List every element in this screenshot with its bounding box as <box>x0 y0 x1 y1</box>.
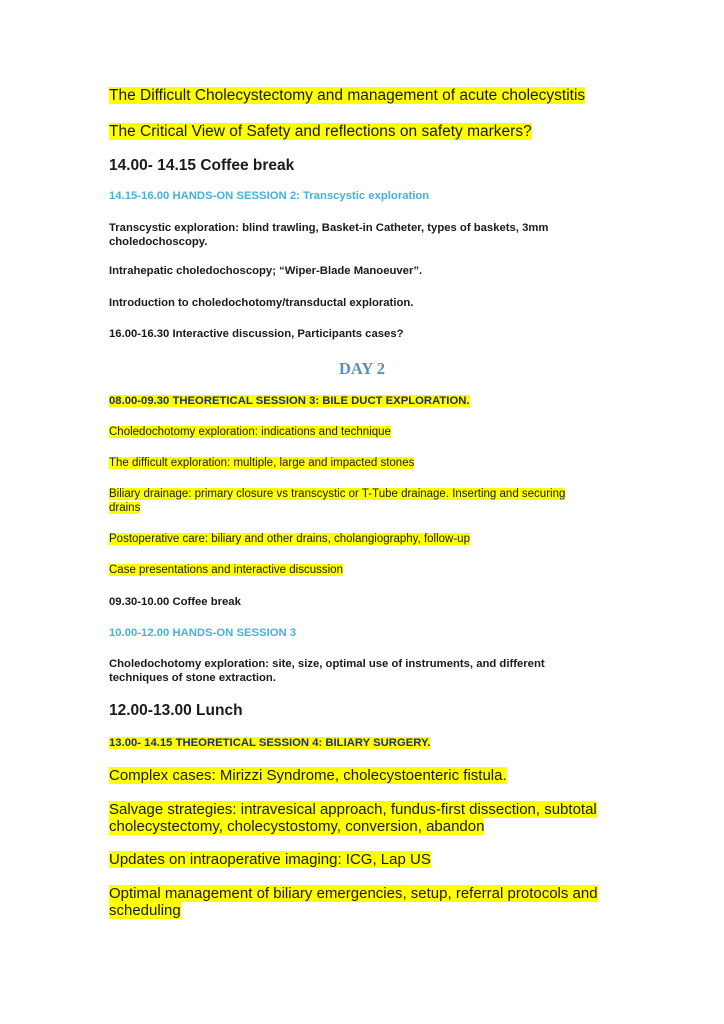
session3-item-postoperative: Postoperative care: biliary and other drains, cholangiography, follow-up <box>109 533 470 545</box>
hands-on-session-3-heading: 10.00-12.00 HANDS-ON SESSION 3 <box>109 627 297 639</box>
theoretical-session-4-heading: 13.00- 14.15 THEORETICAL SESSION 4: BILIARY SURGERY. <box>109 737 431 749</box>
transcystic-item-line2: choledochoscopy. <box>109 236 208 248</box>
topic-critical-view-of-safety: The Critical View of Safety and reflections on safety markers? <box>109 123 532 140</box>
choledochotomy-item-line2: techniques of stone extraction. <box>109 672 276 684</box>
session4-item-complex-cases: Complex cases: Mirizzi Syndrome, cholecystoenteric fistula. <box>109 767 507 784</box>
transcystic-item-line1: Transcystic exploration: blind trawling, Basket-in Catheter, types of baskets, 3mm <box>109 222 549 234</box>
session4-item-emergencies-line1: Optimal management of biliary emergencies, setup, referral protocols and <box>109 885 598 902</box>
hands-on-session-2-heading: 14.15-16.00 HANDS-ON SESSION 2: Transcystic exploration <box>109 190 430 202</box>
day-2-heading: DAY 2 <box>339 359 385 378</box>
lunch-break: 12.00-13.00 Lunch <box>109 702 243 719</box>
intrahepatic-item: Intrahepatic choledochoscopy; “Wiper-Blade Manoeuver”. <box>109 265 423 277</box>
session3-item-case-presentations: Case presentations and interactive discussion <box>109 564 343 576</box>
choledochotomy-intro-item: Introduction to choledochotomy/transductal exploration. <box>109 297 414 309</box>
choledochotomy-item-line1: Choledochotomy exploration: site, size, optimal use of instruments, and different <box>109 658 545 670</box>
session4-item-imaging: Updates on intraoperative imaging: ICG, Lap US <box>109 851 431 868</box>
theoretical-session-3-heading: 08.00-09.30 THEORETICAL SESSION 3: BILE DUCT EXPLORATION. <box>109 395 470 407</box>
session3-item-difficult-exploration: The difficult exploration: multiple, large and impacted stones <box>109 457 415 469</box>
coffee-break-1: 14.00- 14.15 Coffee break <box>109 157 295 174</box>
session3-item-drainage-line2: drains <box>109 502 141 514</box>
session3-item-drainage-line1: Biliary drainage: primary closure vs transcystic or T-Tube drainage. Inserting and securing <box>109 488 566 500</box>
session4-item-emergencies-line2: scheduling <box>109 902 181 919</box>
interactive-discussion-item: 16.00-16.30 Interactive discussion, Participants cases? <box>109 328 404 340</box>
session4-item-salvage-line1: Salvage strategies: intravesical approach, fundus-first dissection, subtotal <box>109 801 597 818</box>
session3-item-indications: Choledochotomy exploration: indications and technique <box>109 426 391 438</box>
session4-item-salvage-line2: cholecystectomy, cholecystostomy, conversion, abandon <box>109 818 485 835</box>
coffee-break-2: 09.30-10.00 Coffee break <box>109 596 241 608</box>
topic-difficult-cholecystectomy: The Difficult Cholecystectomy and management of acute cholecystitis <box>109 87 586 104</box>
